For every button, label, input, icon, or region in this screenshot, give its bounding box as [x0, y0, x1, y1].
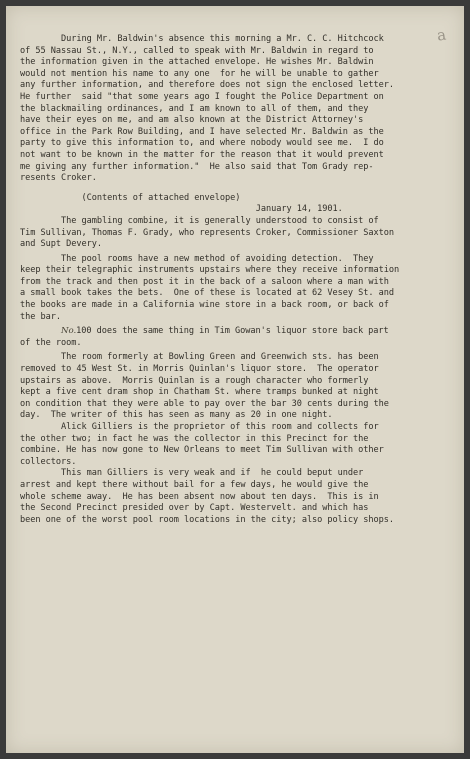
paragraph-visit	[20, 34, 448, 185]
text-line: have their eyes on me, and am also known at the District Attorney's	[20, 115, 364, 126]
handwritten-insertion: No.	[61, 326, 77, 337]
text-line: The gambling combine, it is generally understood to consist of	[20, 215, 379, 226]
text-line: arrest and kept there without bail for a few days, he would give the	[20, 479, 369, 490]
line-indent	[20, 326, 61, 336]
text-line: the bar.	[20, 311, 61, 322]
text-line: party to give this information to, and where nobody would see me. I do	[20, 138, 384, 149]
paragraph-pool-rooms	[20, 254, 448, 324]
document-page	[6, 6, 464, 753]
text-line: the blackmailing ordinances, and I am known to all of them, and they	[20, 103, 369, 114]
corner-pencil-mark: a	[435, 25, 448, 45]
text-line: kept a five cent dram shop in Chatham St. where tramps bunked at night	[20, 387, 379, 398]
text-line: the information given in the attached envelope. He wishes Mr. Baldwin	[20, 57, 374, 68]
text-line: This man Gilliers is very weak and if he could beput under	[20, 468, 364, 479]
paragraph-no-100	[20, 326, 448, 349]
text-line: The room formerly at Bowling Green and Greenwich sts. has been	[20, 352, 379, 363]
paragraph-gilliers	[20, 422, 448, 468]
memo-body	[20, 34, 448, 526]
text-line: me giving any further information." He also said that Tom Grady rep-	[20, 161, 374, 172]
text-line: the other two; in fact he was the collector in this Precinct for the	[20, 433, 369, 444]
text-line: collectors.	[20, 456, 77, 467]
paragraph-combine	[20, 216, 448, 251]
text-line: upstairs as above. Morris Quinlan is a rough character who formerly	[20, 375, 369, 386]
text-line: removed to 45 West St. in Morris Quinlan's liquor store. The operator	[20, 364, 379, 375]
text-line: resents Croker.	[20, 173, 97, 184]
envelope-heading: (Contents of attached envelope)	[20, 192, 241, 203]
text-line: of 55 Nassau St., N.Y., called to speak with Mr. Baldwin in regard to	[20, 45, 374, 56]
text-line: would not mention his name to any one for he will be unable to gather	[20, 68, 379, 79]
text-line: the Second Precinct presided over by Capt. Westervelt. and which has	[20, 503, 369, 514]
text-line: keep their telegraphic instruments upstairs where they receive information	[20, 265, 400, 276]
text-line: and Supt Devery.	[20, 239, 102, 250]
text-line: combine. He has now gone to New Orleans to meet Tim Sullivan with other	[20, 445, 384, 456]
paragraph-west-st	[20, 352, 448, 422]
line-text: 100 does the same thing in Tim Gowan's liquor store back part	[76, 326, 389, 337]
text-line: He further said "that some years ago I fought the Police Department on	[20, 91, 384, 102]
text-line: any further information, and therefore does not sign the enclosed letter.	[20, 80, 395, 91]
text-line: the books are made in a California wine store in a back room, or back of	[20, 300, 389, 311]
text-line: During Mr. Baldwin's absence this morning a Mr. C. C. Hitchcock	[20, 34, 384, 44]
text-line: not want to be known in the matter for the reason that it would prevent	[20, 149, 384, 160]
text-line: whole scheme away. He has been absent now about ten days. This is in	[20, 491, 379, 502]
text-line: from the track and then post it in the back of a saloon where a man with	[20, 276, 389, 287]
text-line	[20, 326, 448, 338]
text-line: on condition that they were able to pay over the bar 30 cents during the	[20, 398, 389, 409]
text-line: day. The writer of this has seen as many as 20 in one night.	[20, 410, 333, 421]
text-line: Tim Sullivan, Thomas F. Grady, who represents Croker, Commissioner Saxton	[20, 227, 395, 238]
text-line: The pool rooms have a new method of avoiding detection. They	[20, 253, 374, 264]
text-line: been one of the worst pool room locations in the city; also policy shops.	[20, 514, 395, 525]
text-line: a small book takes the bets. One of these is located at 62 Vesey St. and	[20, 288, 395, 299]
text-line: office in the Park Row Building, and I have selected Mr. Baldwin as the	[20, 126, 384, 137]
letter-date: January 14, 1901.	[20, 204, 343, 215]
text-line: Alick Gilliers is the proprietor of this room and collects for	[20, 422, 379, 432]
text-line: of the room.	[20, 337, 82, 348]
paragraph-arrest	[20, 468, 448, 526]
